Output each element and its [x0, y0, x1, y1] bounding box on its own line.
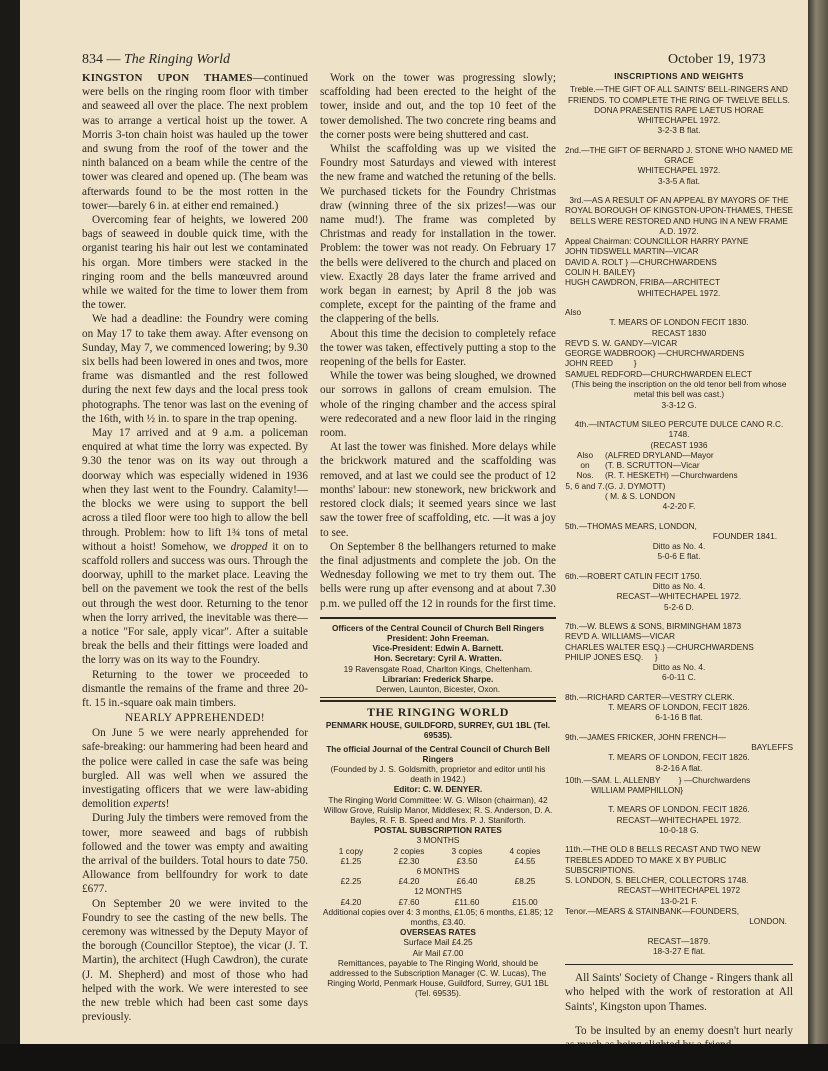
paragraph-text: ! — [165, 798, 170, 811]
closing-notes — [565, 971, 793, 1052]
bell-9th: 9th.—JAMES FRICKER, JOHN FRENCH— — [565, 731, 726, 742]
bell-inscription-line: RECAST—WHITECHAPEL 1972. — [616, 814, 742, 825]
committee: The Ringing World Committee: W. G. Wilson (chairman), 42 Willow Grove, Ruislip Manor, Middlesex; R. S. Anderson, D. A. Bayles, R. F. B. Speed and Mrs. P. J. Staniforth. — [323, 794, 553, 825]
officers-librarian-address: Derwen, Launton, Bicester, Oxon. — [375, 683, 501, 694]
bell-inscription-line: T. MEARS OF LONDON. FECIT 1826. — [608, 804, 750, 815]
masthead: THE RINGING WORLD — [320, 700, 556, 720]
emphasis-text: experts — [133, 798, 166, 811]
paragraph-text: May 17 arrived and at 9 a.m. a policeman enquired at what time the lorry was expected. By 9.30 the tenor was on its way out through a doorway which was especially widened in 1936 when they last went to the Foundry. Calamity!—the blocks we were using to support the bell across a tiled floor were too high to allow the bell through. Problem: how to lift 1¾ tons of metal without a hoist! Somehow, we — [82, 427, 308, 553]
bell-weight: 6-0-11 C. — [662, 672, 696, 683]
article-paragraph — [82, 726, 308, 811]
office-address: PENMARK HOUSE, GUILDFORD, SURREY, GU1 1BL (Tel. 69535). — [325, 720, 551, 741]
bell-inscription-line: SAMUEL REDFORD—CHURCHWARDEN ELECT — [565, 368, 752, 379]
rate-cell: 4 copies — [509, 845, 541, 856]
bell-2nd: 2nd.—THE GIFT OF BERNARD J. STONE WHO NAMED ME — [565, 144, 793, 155]
postal-rates-title: POSTAL SUBSCRIPTION RATES — [374, 825, 502, 836]
bell-inscription-line: (ALFRED DRYLAND—Mayor — [605, 449, 714, 460]
thanks-note: All Saints' Society of Change - Ringers thank all who helped with the work of restoration at All Saints', Kingston upon Thames. — [565, 972, 793, 1013]
rate-cell: £7.60 — [398, 896, 420, 907]
runin-continued: —continued — [252, 72, 308, 84]
article-paragraph: On September 20 we were invited to the Foundry to see the casting of the new bells. The ceremony was witnessed by the Deputy Mayor of the borough (Councillor Steptoe), the vicar (J. T. Martin), the architect (Hugh Cawdron), the curate (J. M. Shepherd) and most of those who had helped with the work. We were interested to see the new treble which had been cast some days previously. — [82, 897, 308, 1024]
bell-inscription-line: Ditto as No. 4. — [652, 541, 706, 552]
article-paragraph: Returning to the tower we proceeded to dismantle the remains of the frame and three 20-ft. 15 in.-square oak main timbers. — [82, 668, 308, 709]
side-label: Also — [576, 449, 594, 460]
bell-inscription-line: WILLIAM PAMPHILLON} — [591, 785, 684, 796]
surface-mail: Surface Mail £4.25 — [403, 937, 473, 948]
also-label: Also — [565, 306, 582, 317]
bell-treble: Treble.—THE GIFT OF ALL SAINTS' BELL-RINGERS AND FRIENDS. TO COMPLETE THE RING OF TWELVE BELLS. — [568, 84, 790, 105]
editor: Editor: C. W. DENYER. — [393, 784, 483, 795]
bracket-label: —CHURCHWARDENS — [630, 256, 717, 267]
bell-inscription-line — [565, 257, 793, 267]
binding-edge — [808, 0, 828, 1071]
bell-inscription-line: T. MEARS OF LONDON, FECIT 1826. — [608, 752, 750, 763]
article-column-2 — [320, 71, 556, 999]
bell-inscription-line: WHITECHAPEL 1972. — [637, 165, 721, 176]
officers-secretary: Hon. Secretary: Cyril A. Wratten. — [374, 653, 502, 664]
bell-weight: 3-2-3 B flat. — [657, 125, 701, 136]
bell-weight: 5-0-6 E flat. — [657, 551, 701, 562]
emphasis-text: dropped — [230, 540, 268, 553]
rate-cell: £1.25 — [340, 855, 362, 866]
bell-inscription-line: REV'D A. WILLIAMS—VICAR — [565, 631, 675, 642]
article-paragraph: We had a deadline: the Foundry were coming on May 17 to take them away. After evensong on Sunday, May 7, we commenced lowering; by 9.30 six bells had been lowered in ones and twos, more frame was dismantled and the rest followed during the next few days and the local press took photographs. The tenor was last on the evening of the 16th, with ½ in. to spare in the trap opening. — [82, 313, 308, 425]
rate-cell: £11.60 — [454, 896, 480, 907]
rate-cell: 3 copies — [451, 845, 483, 856]
article-paragraph: During July the timbers were removed from the tower, more seaweed and bags of rubbish followed and the tower was empty and awaiting the arrival of the builders. Total hours to date 750. Allowance from bellfoundry for work to date £677. — [82, 812, 308, 896]
bracket-label: —CHURCHWARDENS — [657, 348, 745, 359]
bell-3rd: 3rd.—AS A RESULT OF AN APPEAL BY MAYORS OF THE ROYAL BOROUGH OF KINGSTON-UPON-THAMES, THESE BELLS WERE RESTORED AND HUNG IN A NEW FRAME A.D. 1972. — [565, 194, 793, 236]
article-paragraph: Work on the tower was progressing slowly; scaffolding had been erected to the height of the tower, inside and out, and the top 10 feet of the tower demolished. The two concrete ring beams and the corner posts were being shuttered and cast. — [320, 72, 556, 141]
bell-inscription-line: (G. J. DYMOTT) — [605, 480, 666, 491]
rates-6-months-row — [320, 876, 556, 886]
closing-quote: To be insulted by an enemy doesn't hurt nearly — [575, 1024, 793, 1037]
bell-inscription-line: LONDON. — [749, 916, 787, 927]
bell-inscription-line: WHITECHAPEL 1972. — [637, 287, 721, 298]
article-paragraph — [82, 426, 308, 667]
bell-inscription-line: T. MEARS OF LONDON FECIT 1830. — [609, 317, 749, 328]
bracket-label: —CHURCHWARDENS — [667, 641, 754, 652]
rate-cell: £3.50 — [456, 855, 478, 866]
rates-12-months-label: 12 MONTHS — [414, 886, 462, 897]
bracket-label: —Churchwardens — [671, 470, 738, 481]
article-paragraph: Whilst the scaffolding was up we visited the Foundry most Saturdays and viewed with interest the new frame and watched the retuning of the bells. We purchased tickets for the Foundry Christmas draw (winning three of the six prizes!—was our name mud!). The frame was completed by Christmas and ready for installation in the tower. Problem: the tower was not ready. On February 17 the bells were delivered to the church and placed on view. Exactly 28 days later the frame arrived and work began in earnest; by April 8 the job was complete, except for the painting of the frame and the clappering of the bells. — [320, 143, 556, 326]
bell-inscription-line: REV'D S. W. GANDY—VICAR — [565, 337, 678, 348]
article-paragraph: Overcoming fear of heights, we lowered 200 bags of seaweed in double quick time, with the organist tearing his hair out lest we contaminated his organ. More timbers were stacked in the ringing room and the bells manœuvred around while we waited for the time to lower them from the tower. — [82, 214, 308, 312]
ringing-world-info — [320, 700, 556, 998]
bell-inscription-line: (RECAST 1936 — [650, 439, 708, 450]
rate-cell: £4.20 — [340, 896, 362, 907]
bell-weight: 3-3-12 G. — [661, 399, 697, 410]
bell-inscription-line: FOUNDER 1841. — [712, 530, 777, 541]
bell-weight: 10-0-18 G. — [659, 825, 699, 835]
side-label: Nos. — [576, 470, 594, 481]
bell-inscription-line: JOHN TIDSWELL MARTIN—VICAR — [565, 246, 699, 257]
bell-note: (This being the inscription on the old tenor bell from whose metal this bell was cast.) — [571, 379, 787, 400]
bell-weight: 4-2-20 F. — [662, 501, 696, 512]
bell-weight: 18-3-27 E flat. — [652, 945, 706, 956]
bracket-line: DAVID A. ROLT } — [565, 256, 629, 267]
article-paragraph: While the tower was being sloughed, we drowned our sorrows in gallons of cream emulsion. The whole of the ringing chamber and the access spiral were redecorated and a new floor laid in the ringing room. — [320, 370, 556, 440]
bell-inscription-line: BAYLEFFS — [751, 741, 793, 752]
rates-6-months-label: 6 MONTHS — [416, 865, 460, 876]
bracket-line: 10th.—SAM. L. ALLENBY } — [565, 774, 682, 785]
officers-secretary-address: 19 Ravensgate Road, Charlton Kings, Cheltenham. — [343, 663, 533, 674]
paragraph-text: it on to scaffold rollers and success was ours. Through the doorway, uphill to the market place. Leaving the bell on the pavement we took the rest of the bells out through the west door. Returning to the tenor when the lorry arrived, the inevitable was there—a notice "For sale, apply vicar". After a suitable break the bells and their fittings were loaded and the lorry was on its way to the Foundry. — [82, 540, 308, 667]
bell-inscription-line: (T. B. SCRUTTON—Vicar — [605, 460, 700, 471]
bell-8th: 8th.—RICHARD CARTER—VESTRY CLERK. — [565, 691, 735, 702]
bell-inscription-line: HUGH CAWDRON, FRIBA—ARCHITECT — [565, 277, 721, 288]
bell-weight: 5-2-6 D. — [664, 601, 694, 612]
rate-cell: £2.30 — [398, 855, 420, 866]
bell-inscription-line: RECAST—WHITECHAPEL 1972 — [617, 885, 741, 896]
officers-box — [320, 617, 556, 698]
additional-copies: Additional copies over 4: 3 months, £1.05; 6 months, £1.85; 12 months, £3.40. — [322, 906, 554, 927]
overseas-title: OVERSEAS RATES — [400, 927, 476, 938]
section-subheading: NEARLY APPREHENDED! — [125, 712, 265, 725]
inscriptions-list — [565, 71, 793, 965]
article-paragraph: At last the tower was finished. More delays while the brickwork matured and the scaffolding was removed, and at last we could see the product of 12 months' labour: new stonework, new brickwork and restored clock dials; it seemed years since we last saw the tower free of scaffolding, etc. —it was a joy to see. — [320, 441, 556, 539]
rate-cell: £4.20 — [398, 876, 420, 887]
bell-inscription-line: GRACE — [664, 155, 694, 166]
rate-cell: £8.25 — [514, 876, 536, 887]
bell-inscription-line: DONA PRAESENTIS RAPE LAETUS HORAE — [594, 104, 764, 115]
rates-3-months-label: 3 MONTHS — [416, 835, 460, 846]
bell-inscription-line: RECAST—1879. — [647, 935, 711, 946]
official-journal: The official Journal of the Central Council of Church Bell Ringers — [326, 743, 550, 764]
bell-inscription-line: ( M. & S. LONDON — [605, 490, 676, 501]
bell-inscription-line: WHITECHAPEL 1972. — [637, 115, 721, 126]
bell-inscription-line — [605, 470, 793, 480]
paragraph-text: On June 5 we were nearly apprehended for safe-breaking: our hammering had been heard and the police were called in case the safe was being burgled. All was well when we assured the investigating officers that we were law-abiding demolition — [82, 727, 308, 811]
bell-weight: 6-1-16 B flat. — [655, 712, 703, 723]
bracket-label: —Churchwardens — [683, 774, 751, 785]
bell-inscription-line: Appeal Chairman: COUNCILLOR HARRY PAYNE — [565, 236, 749, 247]
bell-11th: 11th.—THE OLD 8 BELLS RECAST AND TWO NEW TREBLES ADDED TO MAKE X BY PUBLIC SUBSCRIPTIONS. — [565, 844, 761, 875]
inscriptions-title: INSCRIPTIONS AND WEIGHTS — [614, 71, 744, 81]
issue-date: October 19, 1973 — [668, 52, 766, 67]
bell-inscription-line: T. MEARS OF LONDON, FECIT 1826. — [608, 702, 750, 713]
officers-vice-president: Vice-President: Edwin A. Barnett. — [372, 643, 504, 654]
bell-tenor: Tenor.—MEARS & STAINBANK—FOUNDERS, — [565, 906, 740, 917]
bell-inscription-line: PHILIP JONES ESQ. } — [565, 651, 658, 662]
bell-inscription-line: RECAST 1830 — [651, 327, 707, 338]
bell-7th: 7th.—W. BLEWS & SONS, BIRMINGHAM 1873 — [565, 620, 742, 631]
bell-inscription-line: Ditto as No. 4. — [652, 662, 706, 673]
bell-inscription-line: COLIN H. BAILEY} — [565, 267, 636, 278]
officers-librarian: Librarian: Frederick Sharpe. — [382, 673, 494, 684]
bell-inscription-line — [565, 642, 793, 652]
bell-10th — [565, 775, 793, 785]
bell-4th: 4th.—INTACTUM SILEO PERCUTE DULCE CANO R.C. 1748. — [574, 418, 784, 440]
page-header-left — [82, 52, 230, 68]
bracket-line: GEORGE WADBROOK} — [565, 348, 656, 359]
officers-president: President: John Freeman. — [387, 632, 489, 643]
rate-cell: £6.40 — [456, 876, 478, 887]
bell-weight: 8-2-16 A flat. — [655, 762, 703, 773]
inscriptions-column — [565, 71, 793, 1052]
rates-12-months-row — [320, 897, 556, 907]
scan-border — [0, 1044, 828, 1071]
rate-cell: £15.00 — [512, 896, 538, 907]
rates-copies-row — [320, 846, 556, 856]
bell-5th: 5th.—THOMAS MEARS, LONDON, — [565, 520, 697, 531]
bell-inscription-line: Ditto as No. 4. — [652, 581, 706, 592]
article-paragraph: On September 8 the bellhangers returned to make the final adjustments and complete the job. On the Wednesday following we met to try them out. The bells were rung up after evensong and at about 7.30 p.m. we pulled off the 12 in rounds for the first time. — [320, 540, 556, 610]
bell-inscription-line: JOHN REED } — [565, 358, 637, 369]
page-number: 834 — — [82, 52, 121, 67]
side-label: on — [580, 460, 590, 471]
rate-cell: £2.25 — [340, 876, 362, 887]
bell-inscription-line: RECAST—WHITECHAPEL 1972. — [616, 591, 742, 602]
also-on-label — [565, 450, 605, 501]
newspaper-page — [20, 0, 808, 1071]
bell-weight: 13-0-21 F. — [660, 895, 698, 906]
rates-3-months-row — [320, 856, 556, 866]
bracket-line: CHARLES WALTER ESQ.} — [565, 641, 666, 652]
side-label: 5, 6 and 7. — [565, 480, 605, 491]
fourth-bell-names — [605, 450, 793, 501]
fourth-bell-detail — [565, 450, 793, 501]
bell-6th: 6th.—ROBERT CATLIN FECIT 1750. — [565, 570, 702, 581]
rate-cell: 1 copy — [338, 845, 364, 856]
article-paragraph: About this time the decision to completely reface the tower was taken, effectively putting a stop to the reopening of the bells for Easter. — [320, 327, 556, 369]
air-mail: Air Mail £7.00 — [412, 947, 464, 958]
bell-inscription-line — [565, 348, 793, 358]
publication-name: The Ringing World — [124, 52, 231, 67]
rate-cell: 2 copies — [393, 845, 425, 856]
article-column-1 — [82, 71, 308, 1024]
officers-title: Officers of the Central Council of Church Bell Ringers — [331, 622, 545, 633]
remittance-note: Remittances, payable to The Ringing World, should be addressed to the Subscription Manager (C. W. Lucas), The Ringing World, Penmark House, Guildford, Surrey, GU1 1BL (Tel. 69535). — [327, 957, 549, 999]
bracket-line: (R. T. HESKETH) — [605, 470, 669, 481]
divider — [565, 964, 793, 965]
founded-note: (Founded by J. S. Goldsmith, proprietor and editor until his death in 1942.) — [330, 763, 546, 785]
article-paragraph — [82, 71, 308, 213]
rate-cell: £4.55 — [514, 855, 536, 866]
paragraph-text: were bells on the ringing room floor with timber and seaweed all over the place. The next problem was to arrange a vertical hoist up the tower. A Morris 3-ton chain hoist was hauled up the tower and swung from the roof of the tower and the ninth balanced on a beam while the centre of the tower was cleared and opened up. (The beam was afterwards found to be the most rotten in the tower—barely 6 in. at either end remained.) — [82, 86, 308, 212]
bell-inscription-line: S. LONDON, S. BELCHER, COLLECTORS 1748. — [565, 875, 749, 886]
bell-weight: 3-3-5 A flat. — [658, 175, 700, 186]
article-runin-heading: KINGSTON UPON THAMES — [82, 72, 253, 84]
